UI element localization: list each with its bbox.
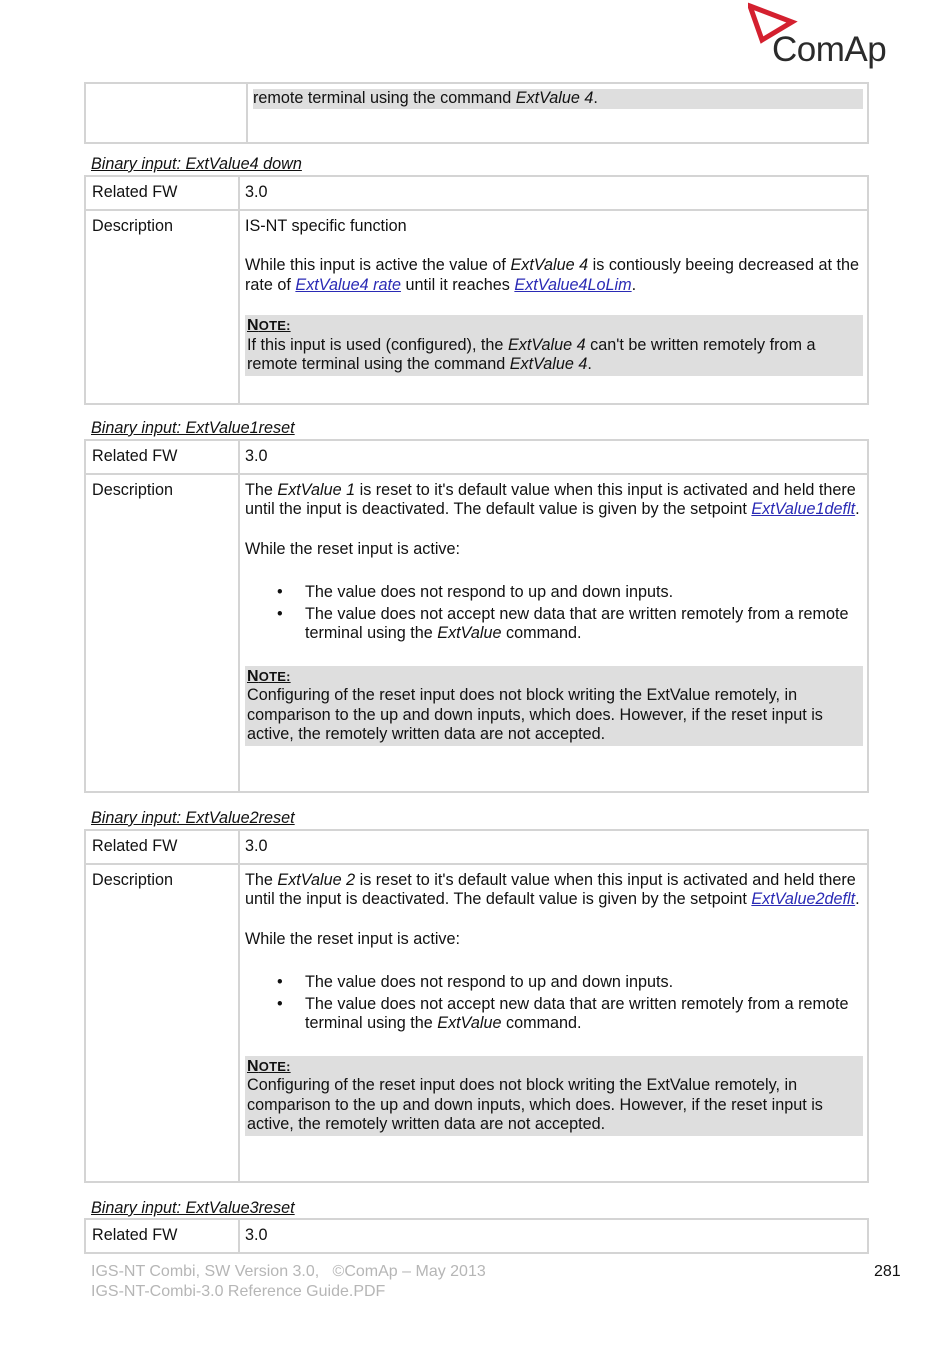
note-fragment: remote terminal using the command ExtValue 4. xyxy=(253,89,863,109)
related-fw-label: Related FW xyxy=(85,440,239,474)
description-label: Description xyxy=(85,210,239,404)
related-fw-value: 3.0 xyxy=(239,830,868,864)
note-title: NOTE: xyxy=(247,667,291,685)
related-fw-value: 3.0 xyxy=(239,440,868,474)
related-fw-label: Related FW xyxy=(85,1219,239,1253)
link-extvalue4-lolim[interactable]: ExtValue4LoLim xyxy=(514,275,632,294)
description-label: Description xyxy=(85,864,239,1182)
link-extvalue4-rate[interactable]: ExtValue4 rate xyxy=(295,275,401,294)
list-item: • The value does not respond to up and down inputs. xyxy=(245,583,863,603)
related-fw-value: 3.0 xyxy=(239,176,868,210)
related-fw-label: Related FW xyxy=(85,830,239,864)
comap-logo-text: ComAp xyxy=(772,30,887,69)
table-fragment-top xyxy=(84,82,869,144)
description-value: The ExtValue 1 is reset to it's default value when this input is activated and held there until the input is deactivated. The default value is given by the setpoint ExtValue1deflt. While the reset input is active: • The value does not respond to up and down inputs. • The value does not accept new data that are written remotely from a remote terminal using the ExtValue command. NOTE: Configuring of the reset input does not block writing the ExtValue remotely, in comparison to the up and down inputs, which does. However, if the reset input is active, the remotely written data are not accepted. xyxy=(239,474,868,792)
description-value: IS-NT specific function While this input is active the value of ExtValue 4 is contiously beeing decreased at the rate of ExtValue4 rate until it reaches ExtValue4LoLim. NOTE: If this input is used (configured), the ExtValue 4 can't be written remotely from a remote terminal using the command ExtValue 4. xyxy=(239,210,868,404)
note-box: NOTE: If this input is used (configured), the ExtValue 4 can't be written remotely from a remote terminal using the command ExtValue 4. xyxy=(245,315,863,376)
list-item: • The value does not accept new data that are written remotely from a remote terminal using the ExtValue command. xyxy=(245,995,863,1034)
table-extvalue2-reset xyxy=(84,829,869,1183)
page-number: 281 xyxy=(874,1263,901,1280)
bullet-list xyxy=(245,973,863,1034)
description-label: Description xyxy=(85,474,239,792)
related-fw-value: 3.0 xyxy=(239,1219,868,1253)
bullet-list xyxy=(245,583,863,644)
note-title: NOTE: xyxy=(247,1057,291,1075)
note-box: NOTE: Configuring of the reset input does not block writing the ExtValue remotely, in comparison to the up and down inputs, which does. However, if the reset input is active, the remotely written data are not accepted. xyxy=(245,666,863,746)
description-value: The ExtValue 2 is reset to it's default value when this input is activated and held there until the input is deactivated. The default value is given by the setpoint ExtValue2deflt. While the reset input is active: • The value does not respond to up and down inputs. • The value does not accept new data that are written remotely from a remote terminal using the ExtValue command. NOTE: Configuring of the reset input does not block writing the ExtValue remotely, in comparison to the up and down inputs, which does. However, if the reset input is active, the remotely written data are not accepted. xyxy=(239,864,868,1182)
table-extvalue4-down xyxy=(84,175,869,405)
footer-filename: IGS-NT-Combi-3.0 Reference Guide.PDF xyxy=(91,1283,386,1300)
footer xyxy=(91,1262,486,1302)
note-box: NOTE: Configuring of the reset input does not block writing the ExtValue remotely, in comparison to the up and down inputs, which does. However, if the reset input is active, the remotely written data are not accepted. xyxy=(245,1056,863,1136)
section-heading: Binary input: ExtValue2reset xyxy=(91,809,295,827)
link-extvalue2deflt[interactable]: ExtValue2deflt xyxy=(751,890,856,908)
note-title: NOTE: xyxy=(247,317,291,334)
related-fw-label: Related FW xyxy=(85,176,239,210)
section-heading: Binary input: ExtValue1reset xyxy=(91,419,295,437)
section-heading: Binary input: ExtValue3reset xyxy=(91,1199,295,1217)
table-extvalue1-reset xyxy=(84,439,869,793)
link-extvalue1deflt[interactable]: ExtValue1deflt xyxy=(751,500,856,518)
table-extvalue3-reset xyxy=(84,1218,869,1254)
footer-version: IGS-NT Combi, SW Version 3.0, ©ComAp – May 2013 xyxy=(91,1263,486,1280)
section-heading: Binary input: ExtValue4 down xyxy=(91,155,302,173)
list-item: • The value does not respond to up and down inputs. xyxy=(245,973,863,993)
list-item: • The value does not accept new data that are written remotely from a remote terminal using the ExtValue command. xyxy=(245,605,863,644)
